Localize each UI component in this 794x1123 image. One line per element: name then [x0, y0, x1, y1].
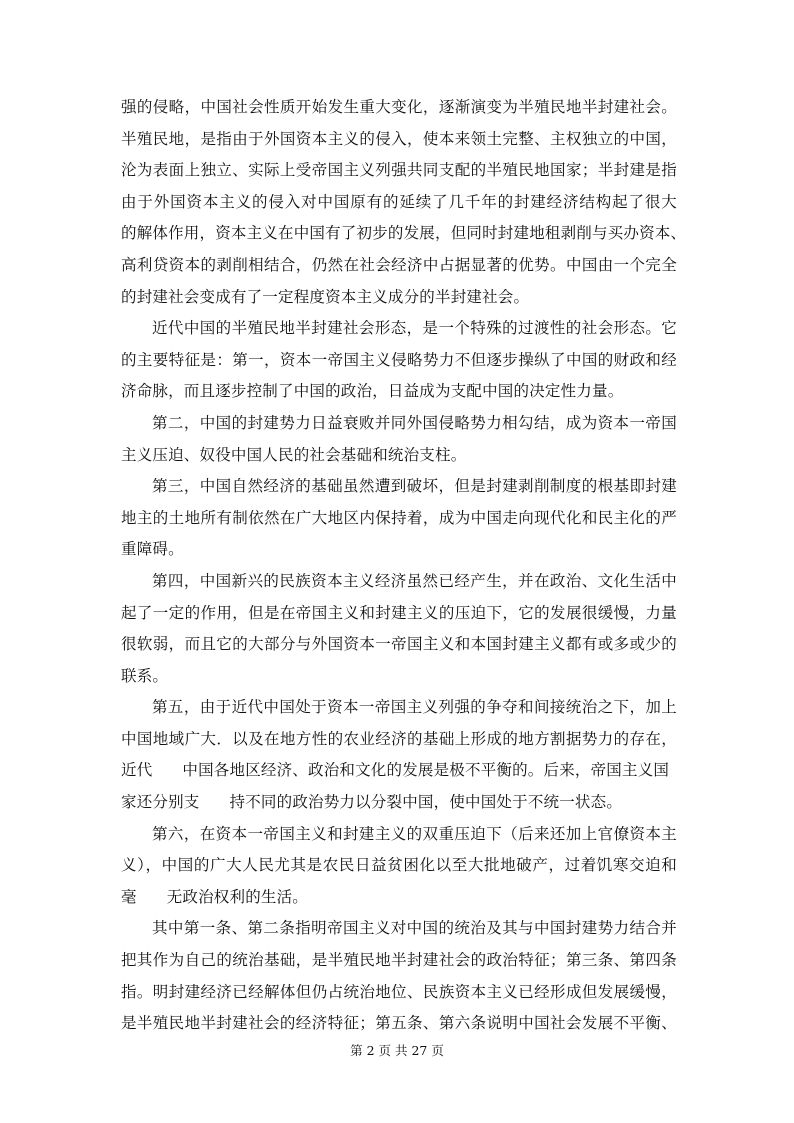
text-line: 是半殖民地半封建社会的经济特征；第五条、第六条说明中国社会发展不平衡、 [121, 1014, 677, 1033]
text-line: 由于外国资本主义的侵入对中国原有的延续了几千年的封建经济结构起了很大 [121, 192, 677, 211]
text-fragment: 毫 [121, 887, 137, 906]
text-line: 强的侵略，中国社会性质开始发生重大变化，逐渐演变为半殖民地半封建社会。 [121, 98, 677, 116]
text-fragment: 近代 [121, 761, 153, 780]
paragraph-start-line: 第五，由于近代中国处于资本一帝国主义列强的争夺和间接统治之下，加上 [152, 698, 677, 717]
text-fragment: 无政治权利的生活。 [166, 887, 309, 906]
text-line: 指。明封建经济已经解体但仍占统治地位、民族资本主义已经形成但发展缓慢， [121, 982, 677, 1001]
text-line: 把其作为自己的统治基础，是半殖民地半封建社会的政治特征；第三条、第四条 [121, 951, 677, 970]
text-line: 义），中国的广大人民尤其是农民日益贫困化以至大批地破产，过着饥寒交迫和 [121, 856, 677, 875]
text-line: 重障碍。 [121, 540, 184, 559]
text-line: 的主要特征是：第一，资本一帝国主义侵略势力不但逐步操纵了中国的财政和经 [121, 350, 677, 369]
text-line: 主义压迫、奴役中国人民的社会基础和统治支柱。 [121, 445, 467, 464]
paragraph-start-line: 第四，中国新兴的民族资本主义经济虽然已经产生，并在政治、文化生活中 [152, 571, 677, 590]
text-line: 起了一定的作用，但是在帝国主义和封建主义的压迫下，它的发展很缓慢，力量 [121, 603, 677, 622]
text-line: 高利贷资本的剥削相结合，仍然在社会经济中占据显著的优势。中国由一个完全 [121, 255, 677, 274]
text-line: 中国地域广大．以及在地方性的农业经济的基础上形成的地方割据势力的存在， [121, 729, 677, 748]
document-body [121, 92, 687, 1040]
text-fragment: 中国各地区经济、政治和文化的发展是极不平衡的。后来，帝国主义国 [182, 761, 670, 780]
text-line-with-gap [121, 755, 677, 787]
text-fragment: 家还分别支 [121, 793, 200, 812]
paragraph-start-line: 近代中国的半殖民地半封建社会形态，是一个特殊的过渡性的社会形态。它 [152, 319, 677, 338]
text-line: 很软弱，而且它的大部分与外国资本一帝国主义和本国封建主义都有或多或少的 [121, 635, 677, 654]
text-line: 的封建社会变成有了一定程度资本主义成分的半封建社会。 [121, 287, 530, 306]
text-line: 济命脉，而且逐步控制了中国的政治，日益成为支配中国的决定性力量。 [121, 382, 624, 401]
text-line: 沦为表面上独立、实际上受帝国主义列强共同支配的半殖民地国家；半封建是指 [121, 161, 677, 180]
text-line: 的解体作用，资本主义在中国有了初步的发展，但同时封建地租剥削与买办资本、 [121, 224, 687, 243]
paragraph-start-line: 其中第一条、第二条指明帝国主义对中国的统治及其与中国封建势力结合并 [152, 919, 677, 938]
paragraph-start-line: 第二，中国的封建势力日益衰败并同外国侵略势力相勾结，成为资本一帝国 [152, 413, 677, 432]
text-line-with-gap [121, 882, 677, 914]
paragraph-start-line: 第三，中国自然经济的基础虽然遭到破坏，但是封建剥削制度的根基即封建 [152, 477, 677, 496]
paragraph-start-line: 第六，在资本一帝国主义和封建主义的双重压迫下（后来还加上官僚资本主 [152, 824, 677, 843]
text-fragment: 持不同的政治势力以分裂中国，使中国处于不统一状态。 [229, 793, 623, 812]
text-line: 联系。 [121, 666, 169, 685]
text-line-with-gap [121, 787, 677, 819]
text-line: 半殖民地，是指由于外国资本主义的侵入，使本来领土完整、主权独立的中国， [121, 129, 677, 148]
page-number-footer: 第 2 页 共 27 页 [350, 1043, 444, 1058]
text-line: 地主的土地所有制依然在广大地区内保持着，成为中国走向现代化和民主化的严 [121, 508, 677, 527]
